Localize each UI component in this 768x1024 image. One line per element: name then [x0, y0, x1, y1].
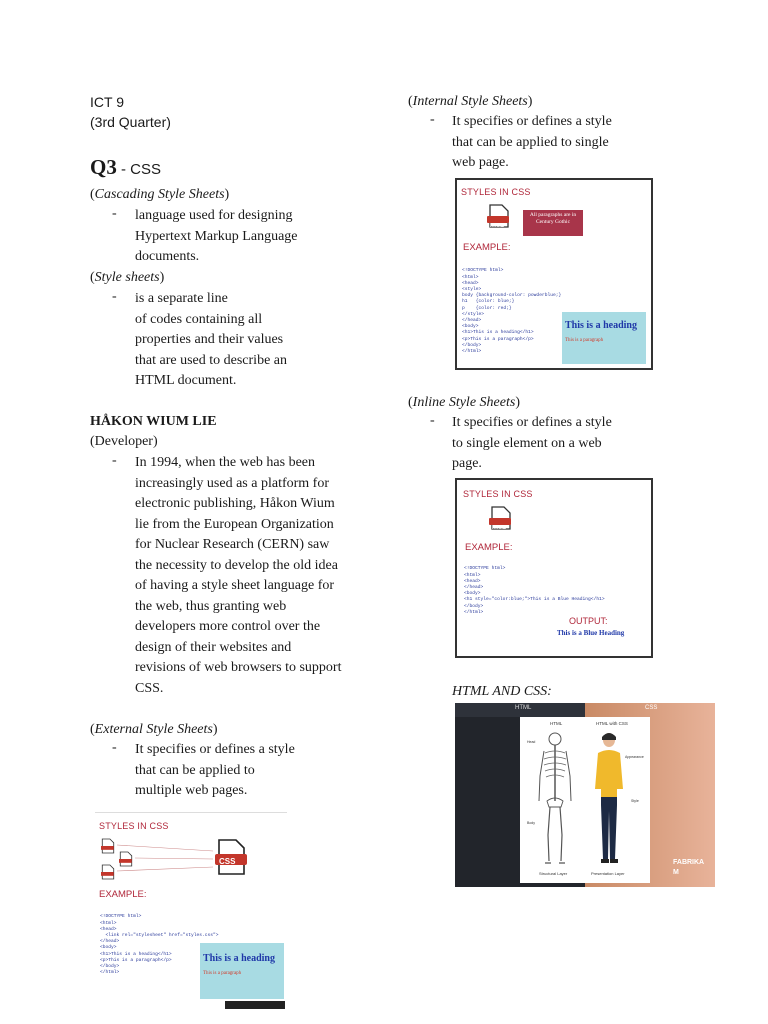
section-heading-q3: Q3 - CSS	[90, 155, 162, 179]
output-paragraph: This is a paragraph	[203, 971, 242, 976]
internal-css-figure: STYLES IN CSS HTML All paragraphs are in Century Gothic EXAMPLE: <!DOCTYPE html> <html> <head> <style> body {background-color: powderblue;} h1 {color: blue;} p {color: red;} </style> </head> <body> <h1>This is a heading</h1> <p>This is a paragraph</p> </body> </html> This is a heading This is a paragraph	[455, 178, 653, 370]
output-heading: This is a Blue Heading	[557, 629, 625, 637]
course-header	[90, 92, 171, 132]
code-block: <!DOCTYPE html> <html> <head> <style> body {background-color: powderblue;} h1 {color: blue;} p {color: red;} </style> </head> <body> <h1>This is a heading</h1> <p>This is a paragraph</p> </body> </html>	[462, 268, 562, 355]
developer-role: (Developer)	[90, 434, 158, 449]
code-block: <!DOCTYPE html> <html> <head> <link rel="stylesheet" href="styles.css"> </head> <body> <h1>This is a heading</h1> <p>This is a paragraph</p> </body> </html>	[100, 914, 219, 976]
figure-title: STYLES IN CSS	[99, 821, 169, 831]
example-label: EXAMPLE:	[465, 542, 513, 553]
course-title: ICT 9	[90, 94, 124, 110]
brand-logo: FABRIKA	[673, 859, 705, 866]
figure-title: STYLES IN CSS	[463, 489, 533, 499]
tab-html: HTML	[515, 705, 532, 711]
output-heading: This is a heading	[203, 953, 275, 964]
inline-term: (Inline Style Sheets)	[408, 395, 520, 410]
style-sheets-term: (Style sheets)	[90, 270, 165, 285]
viewer-toolbar	[225, 1001, 285, 1009]
callout-box: All paragraphs are in Century Gothic	[523, 210, 583, 236]
output-paragraph: This is a paragraph	[565, 338, 604, 343]
skeleton-icon	[535, 731, 575, 869]
internal-term: (Internal Style Sheets)	[408, 94, 533, 109]
output-label: OUTPUT:	[569, 616, 608, 626]
person-icon	[589, 731, 629, 869]
external-term: (External Style Sheets)	[90, 722, 218, 737]
html-file-icon	[101, 838, 115, 854]
code-block: <!DOCTYPE html> <html> <head> </head> <body> <h1 style="color:blue;">This is a Blue Heading</h1> </body> </html>	[464, 566, 605, 615]
html-css-figure: HTML CSS HTML HTML with CSS Head Body Appearance Style Structural Layer Presentation Layer FABRIKA M	[455, 703, 715, 887]
link-arrows	[117, 843, 217, 875]
developer-name: HÅKON WIUM LIE	[90, 414, 217, 429]
external-css-figure: STYLES IN CSS CSS EXAMPLE: <!DOCTYPE html> <html> <head> <link rel="stylesheet" href="styles.css"> </head> <body> <h1>This is a heading</h1> <p>This is a paragraph</p> </body> </html> This is a heading This is a paragraph	[95, 812, 287, 1009]
inline-css-figure: STYLES IN CSS HTML EXAMPLE: <!DOCTYPE html> <html> <head> </head> <body> <h1 style="color:blue;">This is a Blue Heading</h1> </body> </html> OUTPUT: This is a Blue Heading	[455, 478, 653, 658]
output-heading: This is a heading	[565, 320, 637, 331]
css-term: (Cascading Style Sheets)	[90, 187, 230, 202]
figure-title: STYLES IN CSS	[461, 187, 531, 197]
html-file-icon	[101, 864, 115, 880]
html-and-css-caption: HTML AND CSS:	[452, 684, 552, 699]
example-label: EXAMPLE:	[99, 889, 147, 900]
quarter-label: (3rd Quarter)	[90, 114, 171, 130]
example-label: EXAMPLE:	[463, 242, 511, 253]
tab-css: CSS	[645, 705, 658, 711]
